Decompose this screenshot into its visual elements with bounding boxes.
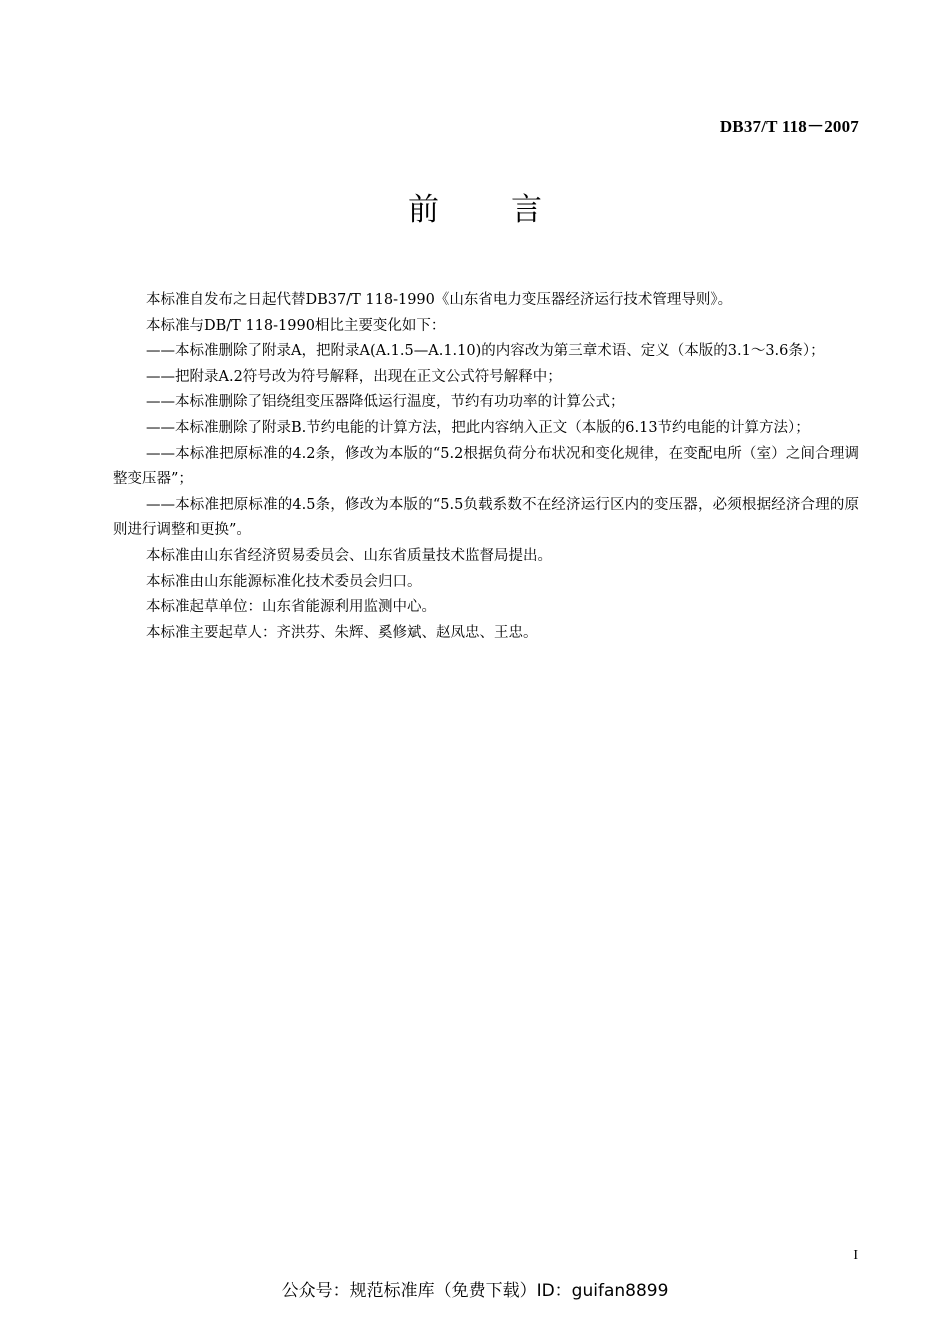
paragraph-change-3: ——本标准删除了铝绕组变压器降低运行温度，节约有功功率的计算公式； xyxy=(146,394,625,411)
paragraph-proposer: 本标准由山东省经济贸易委员会、山东省质量技术监督局提出。 xyxy=(146,547,552,564)
standard-code: DB37/T 118－2007 xyxy=(719,117,859,136)
preface-body xyxy=(113,288,859,646)
paragraph-change-1: ——本标准删除了附录A，把附录A(A.1.5—A.1.10)的内容改为第三章术语、定义（本版的3.1～3.6条）； xyxy=(146,343,825,360)
paragraph-change-2: ——把附录A.2符号改为符号解释，出现在正文公式符号解释中； xyxy=(146,368,562,385)
paragraph-drafting-unit: 本标准起草单位：山东省能源利用监测中心。 xyxy=(146,599,436,616)
paragraph-change-4: ——本标准删除了附录B.节约电能的计算方法，把此内容纳入正文（本版的6.13节约电能的计算方法）； xyxy=(146,419,810,436)
paragraph-change-6: ——本标准把原标准的4.5条，修改为本版的“5.5负载系数不在经济运行区内的变压器，必须根据经济合理的原则进行调整和更换”。 xyxy=(113,496,859,539)
footer-watermark: 公众号：规范标准库（免费下载）ID：guifan8899 xyxy=(281,1281,669,1301)
paragraph-changes-intro: 本标准与DB/T 118-1990相比主要变化如下： xyxy=(146,317,446,334)
page-number: I xyxy=(853,1248,858,1263)
paragraph-drafters: 本标准主要起草人：齐洪芬、朱辉、奚修斌、赵凤忠、王忠。 xyxy=(146,624,538,641)
paragraph-committee: 本标准由山东能源标准化技术委员会归口。 xyxy=(146,573,422,590)
paragraph-replacement: 本标准自发布之日起代替DB37/T 118-1990《山东省电力变压器经济运行技术管理导则》。 xyxy=(146,292,733,308)
page-title: 前言 xyxy=(408,192,614,228)
paragraph-change-5: ——本标准把原标准的4.2条，修改为本版的“5.2根据负荷分布状况和变化规律，在变配电所（室）之间合理调整变压器”； xyxy=(113,445,859,488)
